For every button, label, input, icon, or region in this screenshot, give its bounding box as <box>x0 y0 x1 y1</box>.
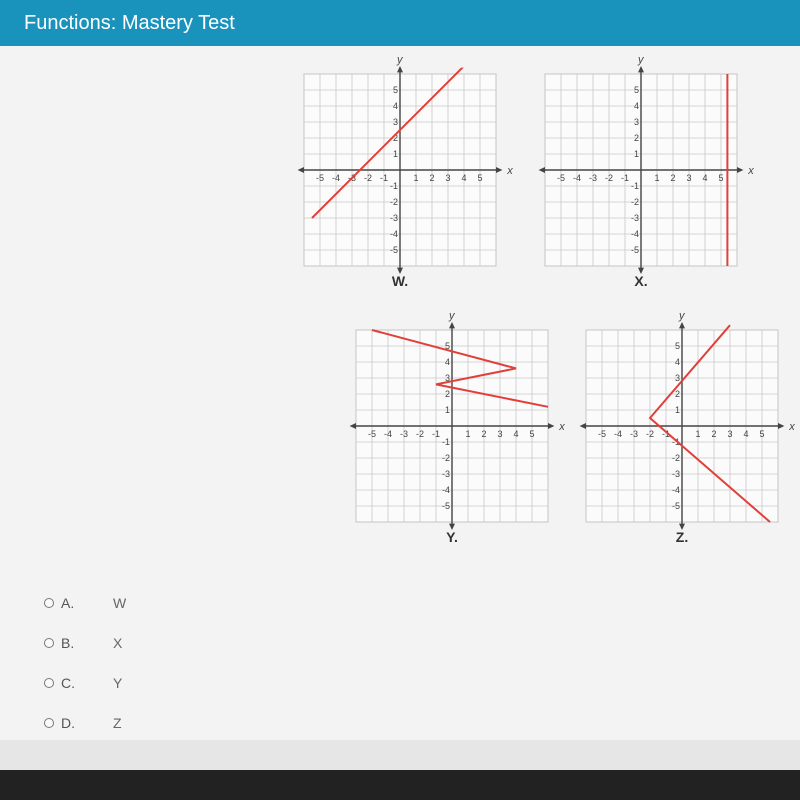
x-axis-label: x <box>507 165 513 177</box>
x-axis-arrow-icon <box>298 167 304 173</box>
y-tick-label: 1 <box>674 405 680 415</box>
y-axis-label: y <box>638 53 644 66</box>
graph-label: Y. <box>446 529 458 545</box>
y-tick-label: -4 <box>441 485 450 495</box>
x-tick-label: 5 <box>759 429 765 439</box>
x-tick-label: 4 <box>461 173 467 183</box>
option-letter: B. <box>61 635 75 651</box>
option-letter: C. <box>61 675 75 691</box>
y-tick-label: -2 <box>671 453 680 463</box>
answer-options <box>44 583 244 743</box>
x-tick-label: -4 <box>383 429 393 439</box>
x-tick-label: -3 <box>629 429 639 439</box>
x-tick-label: -1 <box>661 429 671 439</box>
x-axis-label: x <box>748 165 754 177</box>
x-tick-label: 4 <box>743 429 749 439</box>
y-tick-label: -2 <box>389 197 398 207</box>
option-value: Y <box>113 675 123 691</box>
x-tick-label: 5 <box>477 173 483 183</box>
coordinate-graph-z <box>580 310 796 545</box>
y-axis-label: y <box>449 309 455 322</box>
radio-button-icon[interactable] <box>44 718 54 728</box>
x-tick-label: -5 <box>556 173 566 183</box>
x-tick-label: 1 <box>695 429 701 439</box>
x-axis-label: x <box>559 421 565 433</box>
y-tick-label: 3 <box>392 117 398 127</box>
y-axis-arrow-icon <box>679 322 685 328</box>
x-axis-arrow-icon <box>580 423 586 429</box>
y-tick-label: 5 <box>633 85 639 95</box>
option-b[interactable] <box>44 623 244 663</box>
radio-button-icon[interactable] <box>44 638 54 648</box>
y-tick-label: -1 <box>630 181 639 191</box>
x-tick-label: 5 <box>718 173 724 183</box>
x-tick-label: -3 <box>347 173 357 183</box>
y-axis-label: y <box>679 309 685 322</box>
y-tick-label: 4 <box>392 101 398 111</box>
y-tick-label: -5 <box>441 501 450 511</box>
y-tick-label: -3 <box>389 213 398 223</box>
graph-label: Z. <box>675 529 689 545</box>
x-tick-label: 2 <box>711 429 717 439</box>
x-axis-arrow-icon <box>778 423 784 429</box>
y-axis-arrow-icon <box>449 322 455 328</box>
x-tick-label: 1 <box>413 173 419 183</box>
x-tick-label: 4 <box>513 429 519 439</box>
option-letter: D. <box>61 715 75 731</box>
y-tick-label: 4 <box>444 357 450 367</box>
graph-label: X. <box>634 273 648 289</box>
option-d[interactable] <box>44 703 244 743</box>
y-tick-label: 1 <box>444 405 450 415</box>
option-value: Z <box>113 715 122 731</box>
x-tick-label: -4 <box>572 173 582 183</box>
x-axis-arrow-icon <box>496 167 502 173</box>
radio-button-icon[interactable] <box>44 678 54 688</box>
footer-band <box>0 770 800 800</box>
y-axis-label: y <box>397 53 403 66</box>
x-tick-label: 2 <box>429 173 435 183</box>
x-axis-arrow-icon <box>737 167 743 173</box>
x-tick-label: -4 <box>613 429 623 439</box>
y-tick-label: 2 <box>444 389 450 399</box>
coordinate-graph-y <box>350 310 566 545</box>
y-tick-label: -1 <box>441 437 450 447</box>
x-axis-arrow-icon <box>548 423 554 429</box>
option-value: X <box>113 635 123 651</box>
x-tick-label: -1 <box>379 173 389 183</box>
y-tick-label: -3 <box>671 469 680 479</box>
x-tick-label: 1 <box>465 429 471 439</box>
y-tick-label: -5 <box>630 245 639 255</box>
x-tick-label: 3 <box>497 429 503 439</box>
y-tick-label: 2 <box>392 133 398 143</box>
x-tick-label: -3 <box>399 429 409 439</box>
y-axis-arrow-icon <box>397 66 403 72</box>
y-tick-label: -1 <box>389 181 398 191</box>
y-tick-label: -3 <box>441 469 450 479</box>
y-tick-label: -4 <box>389 229 398 239</box>
x-tick-label: 2 <box>670 173 676 183</box>
coordinate-graph-w <box>298 46 514 289</box>
x-tick-label: -4 <box>331 173 341 183</box>
option-c[interactable] <box>44 663 244 703</box>
y-tick-label: 5 <box>392 85 398 95</box>
option-letter: A. <box>61 595 75 611</box>
y-tick-label: 1 <box>392 149 398 159</box>
x-tick-label: 3 <box>445 173 451 183</box>
y-tick-label: -2 <box>630 197 639 207</box>
option-value: W <box>113 595 127 611</box>
option-a[interactable] <box>44 583 244 623</box>
y-tick-label: 2 <box>633 133 639 143</box>
y-tick-label: -3 <box>630 213 639 223</box>
x-tick-label: -2 <box>604 173 614 183</box>
y-tick-label: -5 <box>671 501 680 511</box>
y-tick-label: 5 <box>444 341 450 351</box>
x-tick-label: 3 <box>727 429 733 439</box>
x-tick-label: -5 <box>315 173 325 183</box>
x-tick-label: -2 <box>415 429 425 439</box>
x-axis-label: x <box>789 421 795 433</box>
y-tick-label: 1 <box>633 149 639 159</box>
y-tick-label: -4 <box>671 485 680 495</box>
y-tick-label: -2 <box>441 453 450 463</box>
y-tick-label: 3 <box>444 373 450 383</box>
x-tick-label: 1 <box>654 173 660 183</box>
x-tick-label: 3 <box>686 173 692 183</box>
page-header <box>0 0 800 46</box>
y-tick-label: 3 <box>674 373 680 383</box>
x-axis-arrow-icon <box>539 167 545 173</box>
x-tick-label: -5 <box>597 429 607 439</box>
y-tick-label: -1 <box>671 437 680 447</box>
y-tick-label: -4 <box>630 229 639 239</box>
x-tick-label: 5 <box>529 429 535 439</box>
coordinate-graph-x <box>539 54 755 289</box>
x-tick-label: -5 <box>367 429 377 439</box>
y-tick-label: 4 <box>633 101 639 111</box>
y-tick-label: -5 <box>389 245 398 255</box>
x-tick-label: 4 <box>702 173 708 183</box>
y-axis-arrow-icon <box>638 66 644 72</box>
x-axis-arrow-icon <box>350 423 356 429</box>
page-title: Functions: Mastery Test <box>24 12 235 34</box>
x-tick-label: -2 <box>645 429 655 439</box>
y-tick-label: 2 <box>674 389 680 399</box>
x-tick-label: -2 <box>363 173 373 183</box>
y-tick-label: 5 <box>674 341 680 351</box>
y-tick-label: 3 <box>633 117 639 127</box>
radio-button-icon[interactable] <box>44 598 54 608</box>
x-tick-label: -1 <box>620 173 630 183</box>
y-tick-label: 4 <box>674 357 680 367</box>
x-tick-label: -3 <box>588 173 598 183</box>
graph-label: W. <box>391 273 409 289</box>
x-tick-label: -1 <box>431 429 441 439</box>
x-tick-label: 2 <box>481 429 487 439</box>
